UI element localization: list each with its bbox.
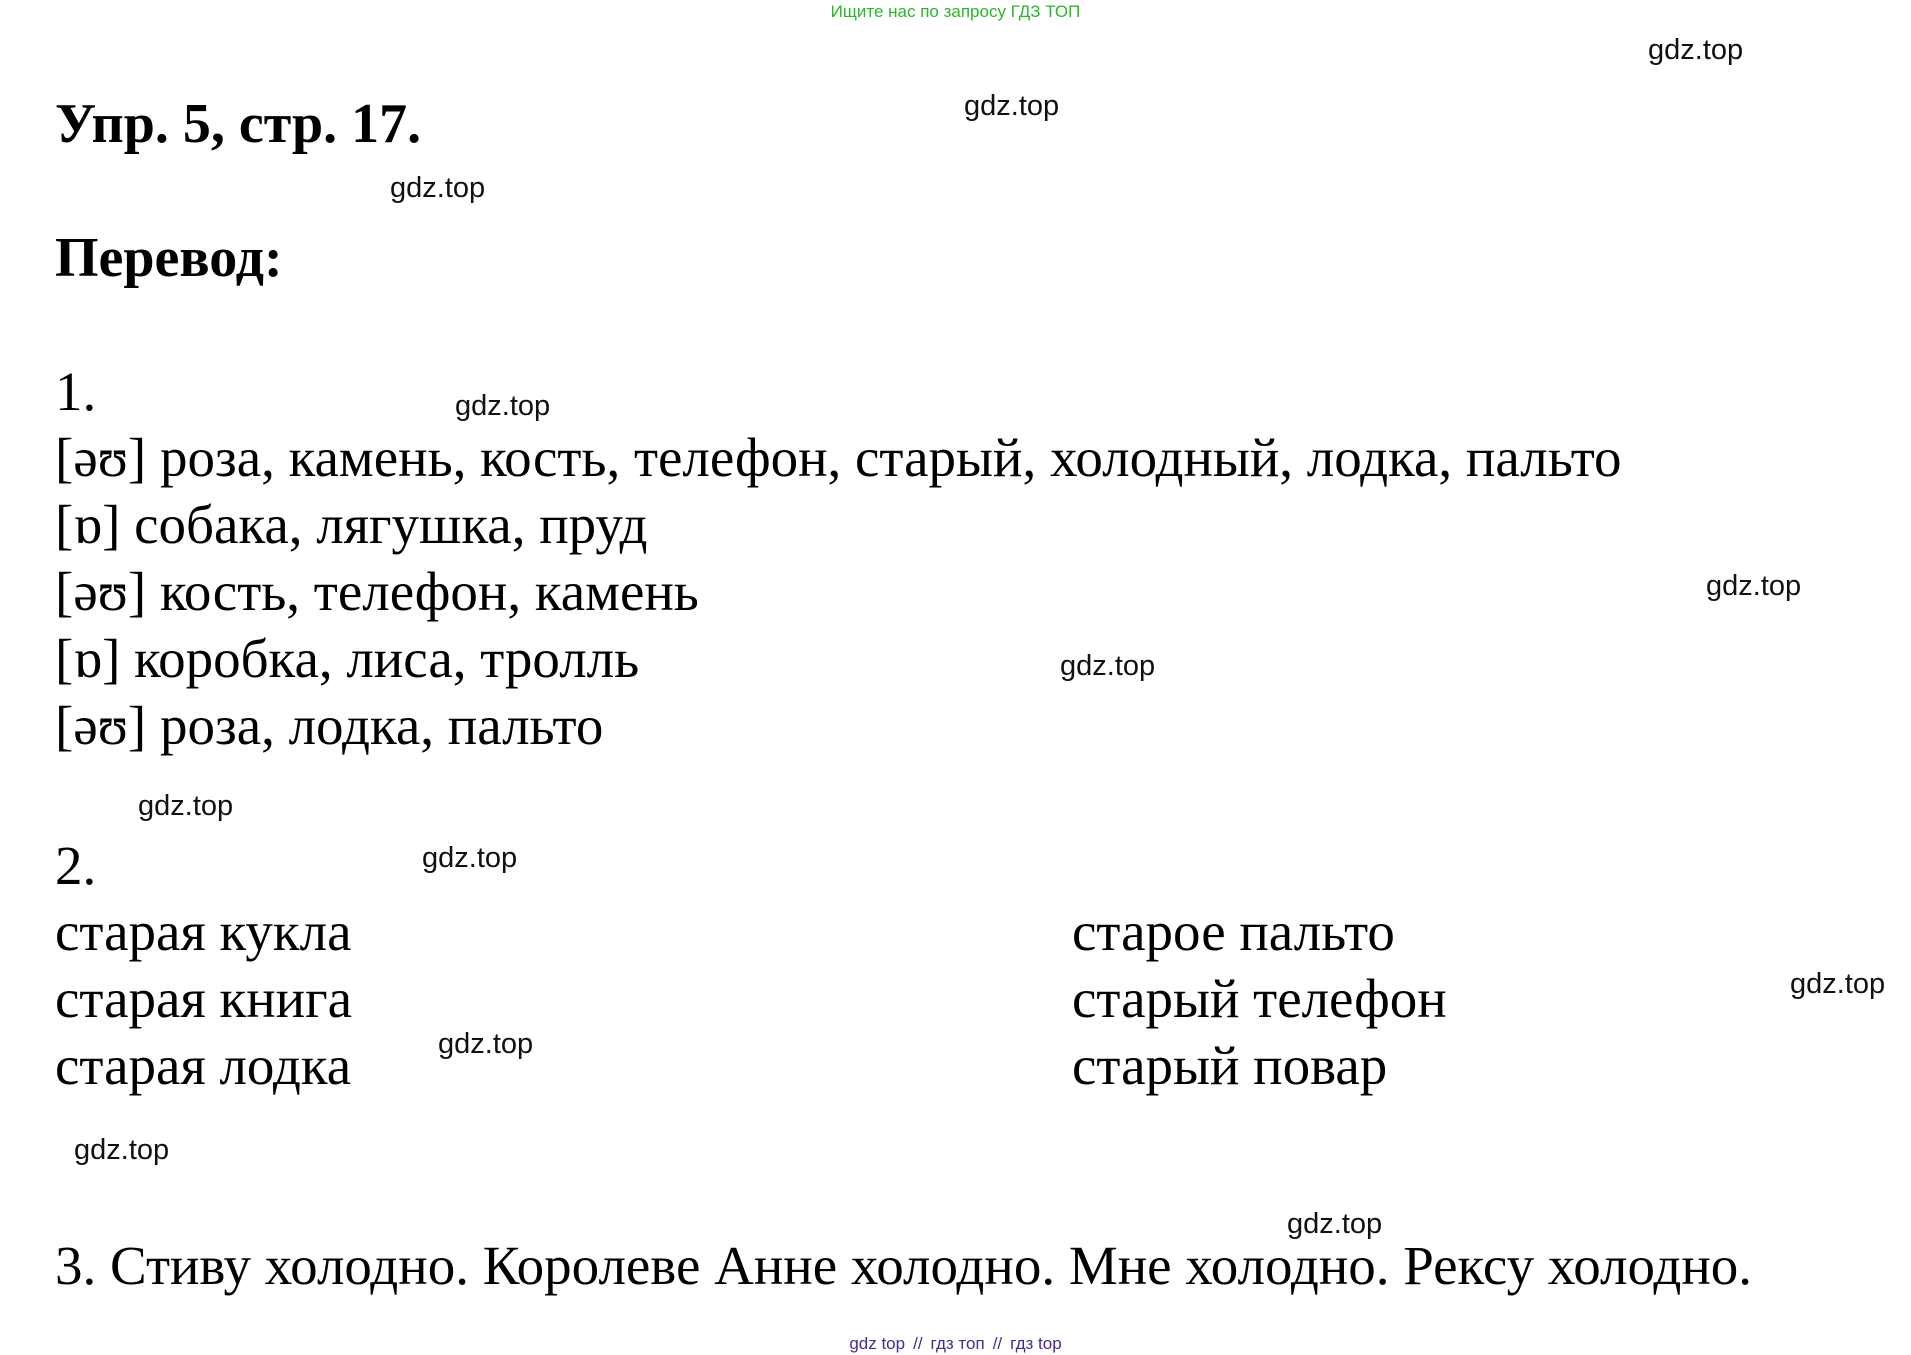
watermark: gdz.top [422,842,518,874]
watermark: gdz.top [1060,650,1156,682]
section-1-line: [əʊ] кость, телефон, камень [55,561,699,622]
watermark: gdz.top [1790,968,1886,1000]
footer-separator: // [992,1334,1003,1353]
top-banner: Ищите нас по запросу ГДЗ ТОП [830,2,1081,21]
section-1-number: 1. [55,361,97,422]
section-2-left-item: старая кукла [55,901,352,962]
section-1-line: [ɒ] коробка, лиса, тролль [55,628,640,689]
section-2-right-item: старый повар [1072,1035,1388,1096]
section-2-left-item: старая лодка [55,1035,352,1096]
section-2-right-item: старое пальто [1072,901,1395,962]
footer [0,1334,1911,1354]
watermark: gdz.top [1287,1208,1383,1240]
section-2-right-item: старый телефон [1072,968,1447,1029]
section-1-line: [ɒ] собака, лягушка, пруд [55,494,648,555]
footer-separator: // [913,1334,923,1353]
section-2-number: 2. [55,835,97,896]
section-1-line: [əʊ] роза, камень, кость, телефон, старый, холодный, лодка, пальто [55,427,1622,488]
section-2-left-item: старая книга [55,968,353,1029]
page-title: Упр. 5, стр. 17. [55,93,422,155]
watermark: gdz.top [74,1134,170,1166]
watermark: gdz.top [1648,34,1744,66]
section-1-line: [əʊ] роза, лодка, пальто [55,695,604,756]
watermark: gdz.top [390,172,486,204]
watermark: gdz.top [138,790,234,822]
watermark: gdz.top [438,1028,534,1060]
section-heading: Перевод: [55,227,283,289]
watermark: gdz.top [1706,570,1802,602]
section-3-text: 3. Стиву холодно. Королеве Анне холодно. Мне холодно. Рексу холодно. [55,1235,1753,1296]
watermark: gdz.top [455,390,551,422]
footer-item: gdz top [849,1334,906,1353]
footer-item: гдз топ [930,1334,985,1353]
watermark: gdz.top [964,90,1060,122]
footer-item: гдз top [1010,1334,1062,1353]
